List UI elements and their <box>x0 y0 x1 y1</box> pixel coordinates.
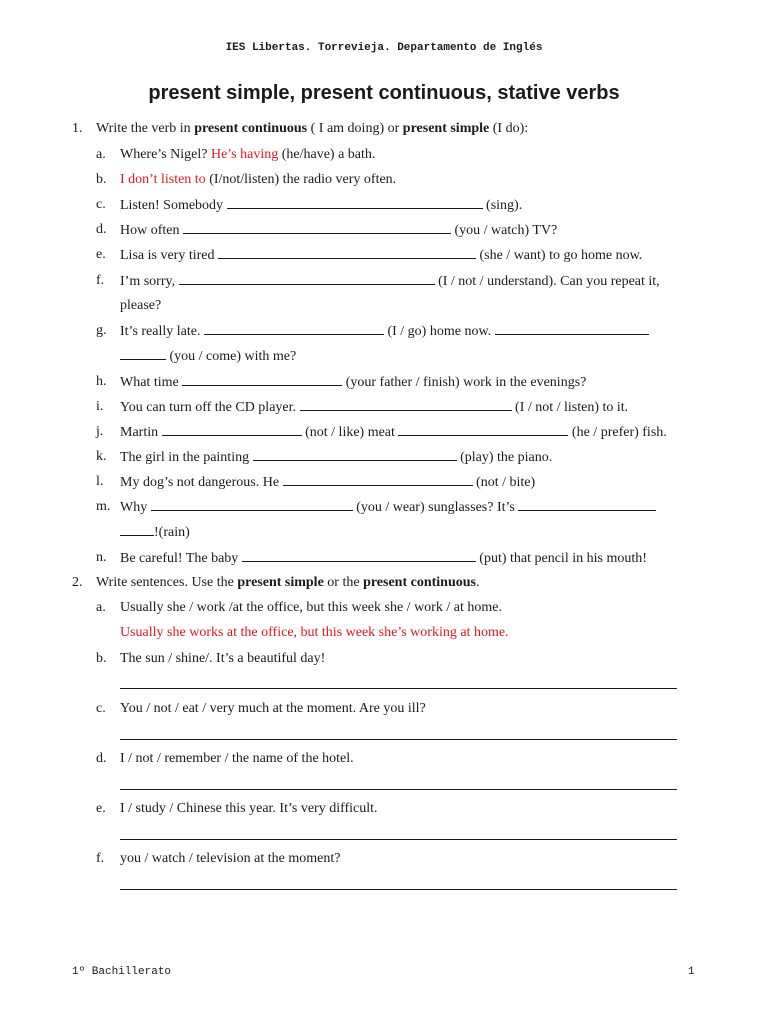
item-m: Why (you / wear) sunglasses? It’s <box>120 498 656 517</box>
answer-blank[interactable] <box>183 221 451 234</box>
answer-line[interactable] <box>120 739 677 740</box>
item-h: What time (your father / finish) work in the evenings? <box>120 375 587 390</box>
page-title: present simple, present continuous, stative verbs <box>148 82 620 104</box>
item-k: The girl in the painting (play) the piano. <box>120 450 553 465</box>
item-a: Usually she / work /at the office, but this week she / work / at home. <box>120 600 502 615</box>
answer-blank[interactable] <box>253 448 457 461</box>
answer-blank[interactable] <box>182 373 342 386</box>
item-g-continued: (you / come) with me? <box>120 347 296 366</box>
answer-blank[interactable] <box>398 423 568 436</box>
item-letter: f. <box>96 851 105 866</box>
item-letter: d. <box>96 751 107 766</box>
item-b: I don’t listen to (I/not/listen) the radio very often. <box>120 172 397 187</box>
item-letter: i. <box>96 399 104 414</box>
item-letter: a. <box>96 147 106 162</box>
item-letter: c. <box>96 701 106 716</box>
answer-blank[interactable] <box>242 549 476 562</box>
answer-blank[interactable] <box>120 523 154 536</box>
item-letter: l. <box>96 474 104 489</box>
item-letter: j. <box>96 424 104 439</box>
example-answer: I don’t listen to <box>120 172 206 187</box>
item-g: It’s really late. (I / go) home now. <box>120 322 649 341</box>
item-letter: n. <box>96 550 107 565</box>
item-c: Listen! Somebody (sing). <box>120 198 523 213</box>
item-a: Where’s Nigel? He’s having (he/have) a bath. <box>120 147 376 162</box>
answer-blank[interactable] <box>518 498 656 511</box>
item-f-continued: please? <box>120 298 162 313</box>
exercise-instruction: Write the verb in present continuous ( I am doing) or present simple (I do): <box>96 121 529 136</box>
item-d: I / not / remember / the name of the hotel. <box>120 751 354 766</box>
page-header: IES Libertas. Torrevieja. Departamento de Inglés <box>225 42 543 54</box>
item-c: You / not / eat / very much at the moment. Are you ill? <box>120 701 426 716</box>
answer-blank[interactable] <box>162 423 302 436</box>
example-answer: He’s having <box>210 147 279 162</box>
item-i: You can turn off the CD player. (I / not / listen) to it. <box>120 400 629 415</box>
exercise-number: 2. <box>72 575 83 590</box>
item-f: I’m sorry, (I / not / understand). Can you repeat it, <box>120 274 660 289</box>
item-j: Martin (not / like) meat (he / prefer) fish. <box>120 425 667 440</box>
answer-blank[interactable] <box>495 322 649 335</box>
exercise-number: 1. <box>72 121 83 136</box>
item-letter: m. <box>96 499 111 514</box>
answer-blank[interactable] <box>151 498 353 511</box>
answer-line[interactable] <box>120 839 677 840</box>
item-letter: b. <box>96 651 107 666</box>
item-letter: c. <box>96 197 106 212</box>
item-e: I / study / Chinese this year. It’s very difficult. <box>120 801 378 816</box>
item-letter: a. <box>96 600 106 615</box>
answer-blank[interactable] <box>120 347 166 360</box>
item-letter: f. <box>96 273 105 288</box>
footer-page-number: 1 <box>688 966 695 978</box>
answer-blank[interactable] <box>179 272 435 285</box>
item-d: How often (you / watch) TV? <box>120 223 558 238</box>
item-letter: g. <box>96 323 107 338</box>
answer-blank[interactable] <box>283 473 473 486</box>
answer-line[interactable] <box>120 889 677 890</box>
answer-line[interactable] <box>120 688 677 689</box>
item-e: Lisa is very tired (she / want) to go home now. <box>120 248 643 263</box>
exercise-instruction: Write sentences. Use the present simple or the present continuous. <box>96 575 480 590</box>
answer-blank[interactable] <box>300 398 512 411</box>
answer-line[interactable] <box>120 789 677 790</box>
item-f: you / watch / television at the moment? <box>120 851 341 866</box>
footer-course: 1º Bachillerato <box>72 966 172 978</box>
answer-blank[interactable] <box>204 322 384 335</box>
item-l: My dog’s not dangerous. He (not / bite) <box>120 475 536 490</box>
item-letter: d. <box>96 222 107 237</box>
item-letter: h. <box>96 374 107 389</box>
item-letter: e. <box>96 801 106 816</box>
example-answer: Usually she works at the office, but this week she’s working at home. <box>120 625 509 640</box>
item-n: Be careful! The baby (put) that pencil in his mouth! <box>120 551 647 566</box>
item-letter: b. <box>96 172 107 187</box>
answer-blank[interactable] <box>227 196 483 209</box>
item-m-continued: !(rain) <box>120 523 190 542</box>
item-b: The sun / shine/. It’s a beautiful day! <box>120 651 326 666</box>
answer-blank[interactable] <box>218 246 476 259</box>
item-letter: e. <box>96 247 106 262</box>
item-letter: k. <box>96 449 107 464</box>
